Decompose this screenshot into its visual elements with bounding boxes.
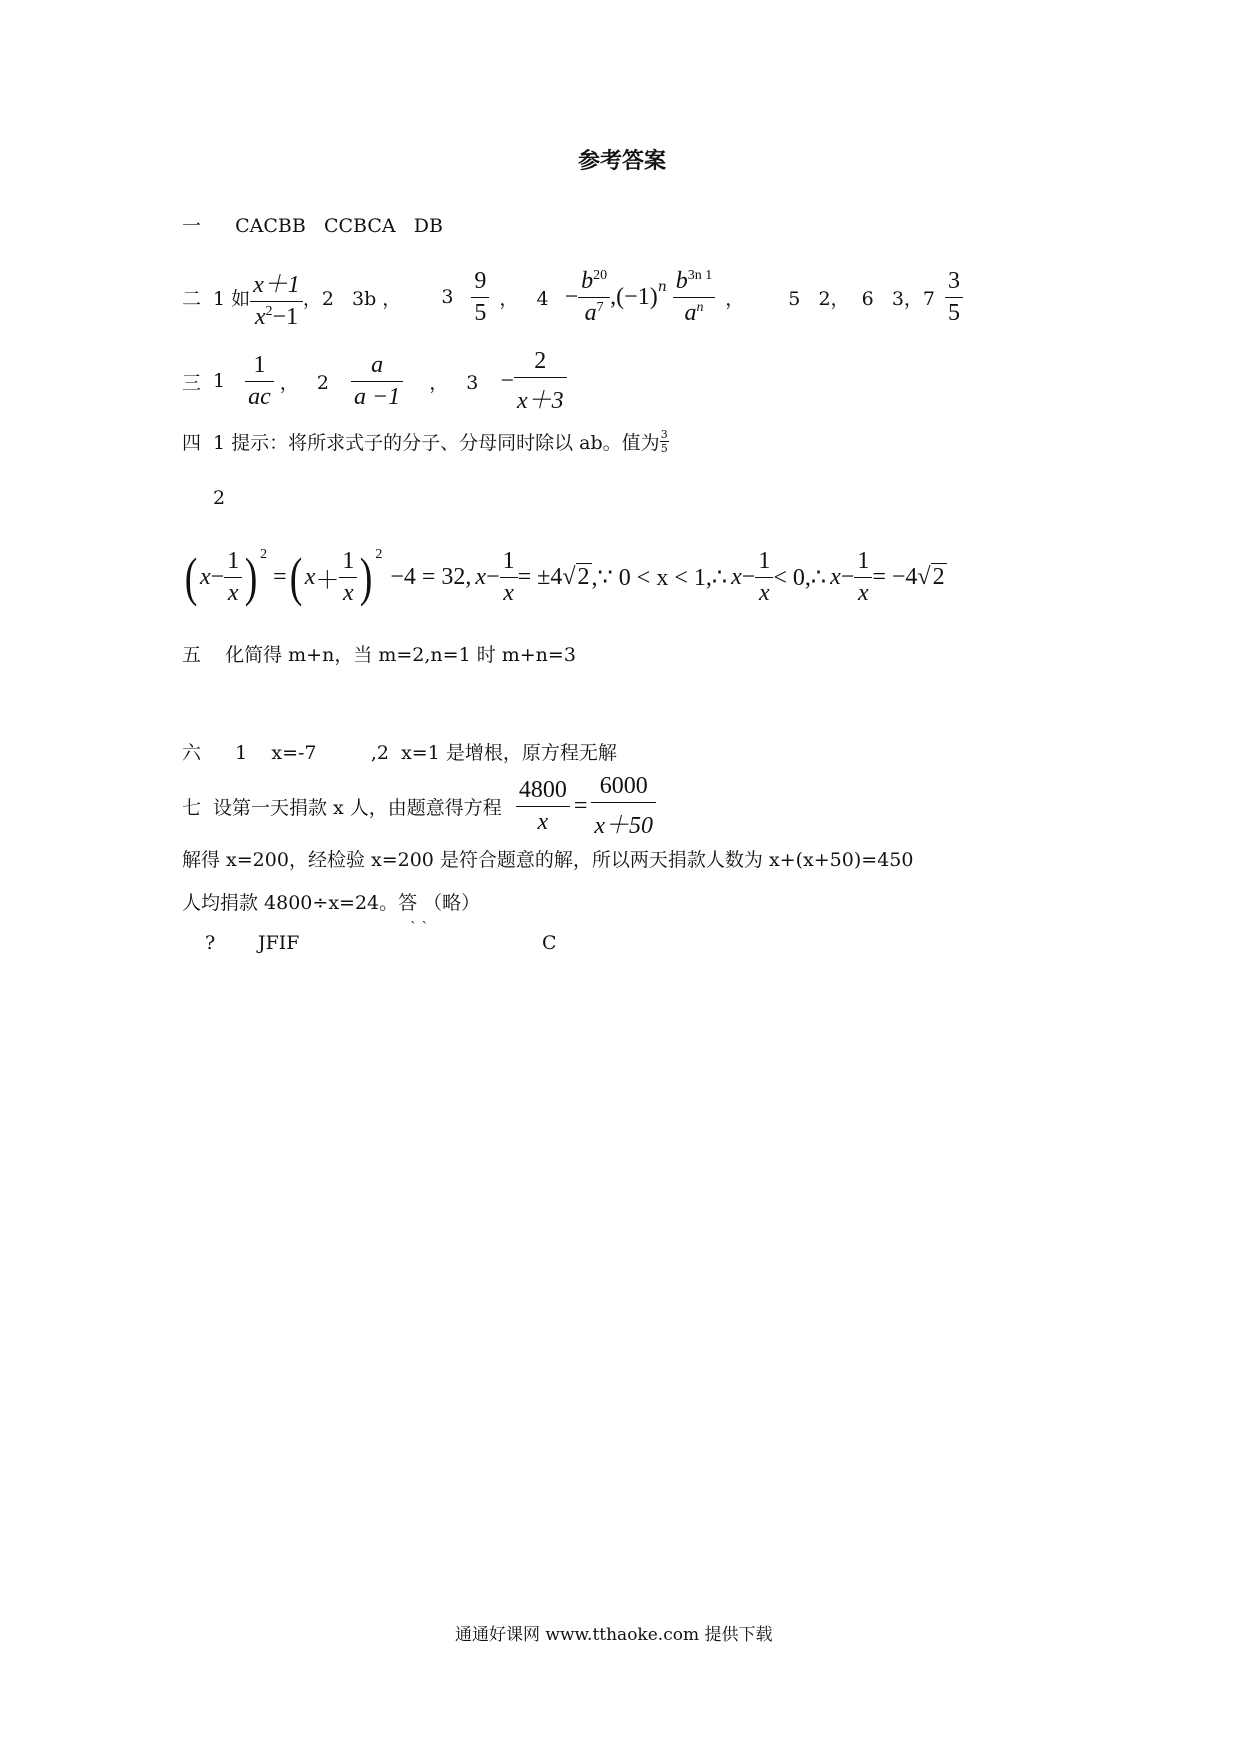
right-paren: ) xyxy=(244,547,258,607)
numerator: 4800 xyxy=(518,776,567,803)
artifact-jfif: JFIF xyxy=(258,932,300,954)
value-fraction xyxy=(660,428,669,455)
q3-prefix: 3 xyxy=(441,286,454,308)
exponent: n xyxy=(696,299,704,315)
section-7-text: 设第一天捐款 x 人，由题意得方程 xyxy=(213,796,502,819)
section-7-solution: 解得 x=200，经检验 x=200 是符合题意的解，所以两天捐款人数为 x+(x+50)=450 xyxy=(182,849,914,871)
fraction xyxy=(945,268,963,327)
q1-prefix: 1 xyxy=(213,370,226,392)
fraction xyxy=(673,268,716,327)
denominator: x xyxy=(339,577,357,607)
numerator: b xyxy=(581,267,594,294)
denominator: a xyxy=(584,299,597,326)
page-title: 参考答案 xyxy=(578,148,667,174)
fraction xyxy=(591,773,656,840)
numerator: 1 xyxy=(758,547,771,574)
equation-4-2 xyxy=(182,536,947,618)
fraction xyxy=(514,348,567,415)
section-1 xyxy=(182,211,443,238)
q4-prefix: ， 4 xyxy=(499,287,549,310)
q2-answer: ，2 3b ， xyxy=(302,287,402,310)
section-5-text: 化简得 m+n，当 m=2,n=1 时 m+n=3 xyxy=(225,644,576,666)
left-paren: ( xyxy=(289,547,303,607)
artifact-ticks: ` ` xyxy=(410,920,429,936)
q5-7-answers: 5 2， 6 3，7 xyxy=(788,287,936,310)
section-7 xyxy=(182,770,656,842)
exponent: 2 xyxy=(375,547,383,562)
denominator: 5 xyxy=(945,297,963,327)
sign-factor: ,(−1) xyxy=(610,283,658,310)
fraction xyxy=(339,548,357,607)
operator: − xyxy=(741,563,756,590)
equation-segment: < 0,∴ xyxy=(773,564,827,591)
left-paren: ( xyxy=(184,547,198,607)
numerator: 1 xyxy=(857,547,870,574)
variable: x xyxy=(475,563,487,590)
numerator: 1 xyxy=(342,547,355,574)
equation-segment: −4 = 32, xyxy=(390,563,472,590)
denominator: a −1 xyxy=(351,381,403,411)
radicand: 2 xyxy=(577,564,590,590)
denominator: x＋50 xyxy=(591,802,656,840)
equation-segment: ,∵ 0 < x < 1,∴ xyxy=(591,564,728,591)
denominator: x＋3 xyxy=(514,377,567,415)
variable: x xyxy=(731,563,742,590)
fraction xyxy=(578,268,610,327)
operator: − xyxy=(210,563,225,590)
section-4 xyxy=(182,428,669,455)
hint-text: 1 提示：将所求式子的分子、分母同时除以 ab。值为 xyxy=(213,432,660,454)
section-6-text: 1 x=-7 ,2 x=1 是增根，原方程无解 xyxy=(235,742,617,764)
numerator: 2 xyxy=(534,347,547,374)
section-3 xyxy=(182,346,567,416)
numerator: 3 xyxy=(660,428,668,441)
fraction xyxy=(471,268,489,327)
q4-end: ， xyxy=(725,287,745,310)
denominator: x xyxy=(500,577,518,607)
numerator: 1 xyxy=(502,547,515,574)
fraction xyxy=(755,548,773,607)
variable: x xyxy=(199,563,211,590)
page-footer: 通通好课网 www.tthaoke.com 提供下载 xyxy=(455,1625,773,1645)
section-label: 七 xyxy=(182,796,202,819)
section-label: 五 xyxy=(182,644,202,666)
sqrt-sign: √ xyxy=(917,563,931,590)
exponent: 2 xyxy=(260,547,268,562)
fraction xyxy=(500,548,518,607)
operator: − xyxy=(840,563,855,590)
numerator: 3 xyxy=(948,267,961,294)
denominator: a xyxy=(684,299,697,326)
fraction xyxy=(351,352,403,411)
section-label: 四 xyxy=(182,432,202,454)
question-4-2-label: 2 xyxy=(213,487,226,509)
exponent: n xyxy=(657,279,667,295)
numerator: a xyxy=(371,351,384,378)
numerator: x＋1 xyxy=(253,271,300,298)
exponent: 7 xyxy=(596,299,604,315)
denominator: x xyxy=(516,806,570,836)
fraction xyxy=(224,548,242,607)
exponent: 2 xyxy=(265,303,273,319)
operator: − xyxy=(486,563,500,590)
denominator: 5 xyxy=(471,297,489,327)
numerator: b xyxy=(675,267,688,294)
sqrt-sign: √ xyxy=(562,563,576,590)
operator: ＋ xyxy=(315,567,340,594)
section-label: 三 xyxy=(182,371,202,394)
radicand: 2 xyxy=(932,564,945,590)
section-label: 一 xyxy=(182,215,202,237)
denominator: ac xyxy=(245,381,274,411)
section-6 xyxy=(182,738,617,765)
choice-answers: CACBB CCBCA DB xyxy=(235,215,443,237)
minus-sign: − xyxy=(500,367,514,394)
variable: x xyxy=(304,563,316,590)
numerator: 1 xyxy=(253,351,266,378)
equals: = xyxy=(273,563,287,590)
variable: x xyxy=(830,563,841,590)
section-5 xyxy=(182,640,576,667)
numerator: 9 xyxy=(474,267,487,294)
artifact-q: ? xyxy=(205,932,216,954)
q3-prefix: ， 3 xyxy=(429,371,479,394)
exponent: 3n 1 xyxy=(687,267,713,283)
section-7-conclusion: 人均捐款 4800÷x=24。答 （略） xyxy=(182,892,481,914)
section-2 xyxy=(182,262,963,332)
fraction xyxy=(245,352,274,411)
artifact-c: C xyxy=(542,932,557,954)
fraction xyxy=(854,548,872,607)
equation-segment: = ±4 xyxy=(517,563,563,590)
right-paren: ) xyxy=(360,547,373,607)
numerator: 1 xyxy=(227,547,240,574)
denominator: x xyxy=(755,577,773,607)
section-label: 二 xyxy=(182,287,202,310)
equation-segment: = −4 xyxy=(872,563,918,590)
section-label: 六 xyxy=(182,742,202,764)
minus-sign: − xyxy=(564,283,579,310)
denominator: x xyxy=(854,577,872,607)
exponent: 20 xyxy=(593,267,608,283)
fraction xyxy=(250,264,303,331)
denominator: x xyxy=(254,303,266,330)
denominator: x xyxy=(224,577,242,607)
equals: = xyxy=(573,792,588,819)
fraction xyxy=(516,777,570,836)
numerator: 6000 xyxy=(599,772,648,799)
denominator: 5 xyxy=(660,442,668,455)
q2-prefix: ， 2 xyxy=(279,371,329,394)
q1-prefix: 1 如 xyxy=(213,287,251,310)
denominator-rest: −1 xyxy=(272,303,299,330)
